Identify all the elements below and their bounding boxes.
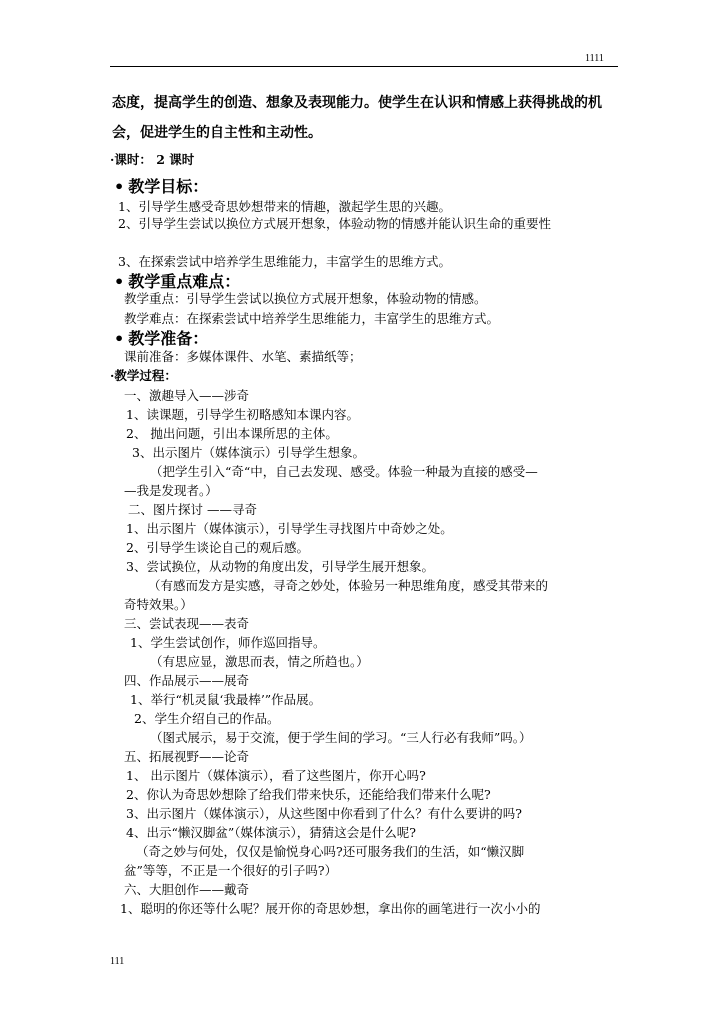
objectives-heading bbox=[114, 177, 208, 197]
process-line: （把学生引入“奇“中，自己去发现、感受。体验一种最为直接的感受— bbox=[150, 464, 538, 479]
key-points-heading bbox=[114, 272, 240, 292]
process-line: 四、作品展示——展奇 bbox=[124, 673, 250, 688]
class-hours: ·课时： 2 课时 bbox=[110, 152, 195, 167]
process-line: 1、举行“机灵鼠‘我最棒’”作品展。 bbox=[130, 692, 322, 707]
process-line: 五、拓展视野——论奇 bbox=[124, 749, 250, 764]
process-line: 3、尝试换位，从动物的角度出发，引导学生展开想象。 bbox=[126, 559, 434, 574]
process-line: 2、你认为奇思妙想除了给我们带来快乐，还能给我们带来什么呢? bbox=[126, 787, 491, 802]
process-line: 2、学生介绍自己的作品。 bbox=[134, 711, 280, 726]
process-line: 三、尝试表现——表奇 bbox=[124, 616, 250, 631]
process-line: 奇特效果。） bbox=[124, 597, 193, 612]
process-line: 1、出示图片（媒体演示），引导学生寻找图片中奇妙之处。 bbox=[126, 521, 453, 536]
objective-item: 3、在探索尝试中培养学生思维能力，丰富学生的思维方式。 bbox=[118, 254, 451, 269]
process-line: 2、 抛出问题，引出本课所思的主体。 bbox=[126, 426, 338, 441]
process-line: 1、读课题，引导学生初略感知本课内容。 bbox=[126, 407, 359, 422]
process-line: 盆”等等，不正是一个很好的引子吗?） bbox=[124, 863, 338, 878]
key-point-item: 教学难点：在探索尝试中培养学生思维能力，丰富学生的思维方式。 bbox=[124, 311, 500, 326]
process-line: 二、图片探讨 ——寻奇 bbox=[128, 502, 257, 517]
preparation-heading bbox=[114, 329, 208, 349]
process-line: 1、学生尝试创作，师作巡回指导。 bbox=[130, 635, 326, 650]
process-label: ·教学过程： bbox=[110, 368, 177, 383]
process-line: 1、聪明的你还等什么呢？展开你的奇思妙想，拿出你的画笔进行一次小小的 bbox=[120, 901, 541, 916]
preparation-item: 课前准备：多媒体课件、水笔、素描纸等； bbox=[124, 349, 362, 364]
process-line: 六、大胆创作——戴奇 bbox=[124, 882, 250, 897]
process-line: （奇之妙与何处，仅仅是愉悦身心吗?还可服务我们的生活，如“懒汉脚 bbox=[136, 844, 525, 859]
preparation-heading-text: 教学准备： bbox=[128, 329, 209, 348]
objectives-heading-text: 教学目标： bbox=[128, 177, 209, 196]
process-line: （图式展示，易于交流，便于学生间的学习。“三人行必有我师”吗。） bbox=[150, 730, 532, 745]
footer-page-number: 111 bbox=[110, 956, 125, 967]
process-line: 3、出示图片（媒体演示）引导学生想象。 bbox=[132, 445, 365, 460]
process-line: （有思应显，激思而表，情之所趋也。） bbox=[150, 654, 369, 669]
process-line: 2、引导学生谈论自己的观后感。 bbox=[126, 540, 309, 555]
header-page-number: 1111 bbox=[585, 53, 604, 64]
process-line: 3、出示图片（媒体演示），从这些图中你看到了什么？有什么要讲的吗? bbox=[126, 806, 522, 821]
bullet-icon: • bbox=[114, 329, 125, 348]
bullet-icon: • bbox=[114, 177, 125, 196]
process-line: （有感而发方是实感，寻奇之妙处，体验另一种思维角度，感受其带来的 bbox=[148, 578, 549, 593]
objective-item: 1、引导学生感受奇思妙想带来的情趣，激起学生思的兴趣。 bbox=[118, 199, 451, 214]
header-rule bbox=[110, 66, 618, 67]
bullet-icon: • bbox=[114, 272, 125, 291]
process-line: 4、出示“懒汉脚盆”（媒体演示），猜猜这会是什么呢? bbox=[126, 825, 416, 840]
key-point-item: 教学重点：引导学生尝试以换位方式展开想象，体验动物的情感。 bbox=[124, 291, 487, 306]
intro-line-1: 态度，提高学生的创造、想象及表现能力。使学生在认识和情感上获得挑战的机 bbox=[112, 95, 602, 111]
process-line: 1、 出示图片（媒体演示），看了这些图片，你开心吗? bbox=[126, 768, 426, 783]
process-line: 一、激趣导入——涉奇 bbox=[124, 388, 250, 403]
process-line: —我是发现者。） bbox=[124, 483, 218, 498]
objective-item: 2、引导学生尝试以换位方式展开想象，体验动物的情感并能认识生命的重要性 bbox=[118, 216, 551, 231]
key-points-heading-text: 教学重点难点： bbox=[128, 272, 241, 291]
intro-line-2: 会，促进学生的自主性和主动性。 bbox=[112, 125, 322, 141]
